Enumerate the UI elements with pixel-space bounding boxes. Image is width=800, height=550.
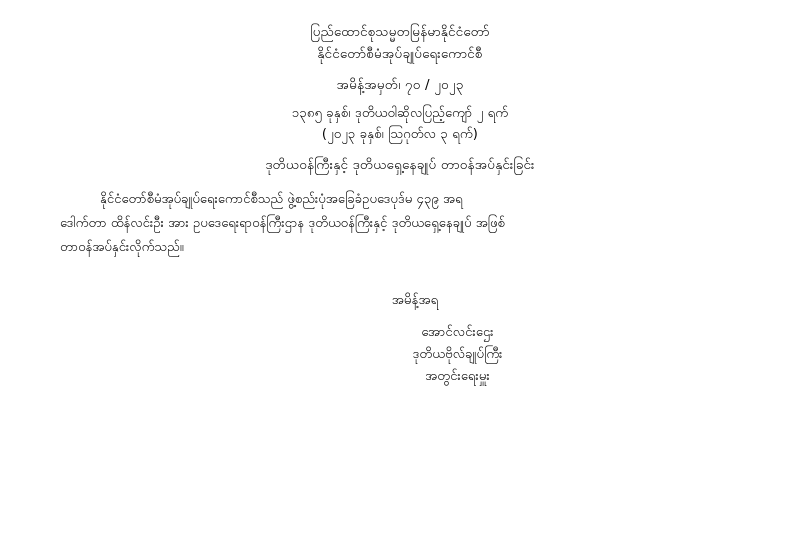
- order-number: အမိန့်အမှတ်၊ ၇၀ / ၂၀၂၃: [336, 77, 464, 93]
- signature-title: ဒုတိယဗိုလ်ချုပ်ကြီး: [412, 347, 503, 362]
- header-line-2: နိုင်ငံတော်စီမံအုပ်ချုပ်ရေးကောင်စီ: [317, 46, 483, 62]
- document-body: [60, 188, 740, 260]
- document-subject: ဒုတိယဝန်ကြီးနှင့် ဒုတိယရှေ့နေချုပ် တာဝန်အပ်နှင်းခြင်း: [265, 157, 535, 173]
- header-line-1: ပြည်ထောင်စုသမ္မတမြန်မာနိုင်ငံတော်: [310, 24, 490, 40]
- body-line: ဒေါက်တာ ထိန်လင်းဦး အား ဥပဒေရေးရာဝန်ကြီးဌာန ဒုတိယဝန်ကြီးနှင့် ဒုတိယရှေ့နေချုပ် အဖြစ်: [60, 216, 505, 231]
- body-line: နိုင်ငံတော်စီမံအုပ်ချုပ်ရေးကောင်စီသည် ဖွဲ့စည်းပုံအခြေခံဥပဒေပုဒ်မ ၄၃၉ အရ: [100, 192, 463, 207]
- signature-by-order: အမိန့်အရ: [391, 293, 439, 308]
- date-gregorian: (၂၀၂၃ ခုနှစ်၊ ဩဂုတ်လ ၃ ရက်): [321, 127, 479, 142]
- signature-department: အတွင်းရေးမှူး: [425, 369, 490, 384]
- signature-block: [60, 290, 740, 388]
- signature-name: အောင်လင်းဌေး: [421, 325, 494, 340]
- date-myanmar: ၁၃၈၅ ခုနှစ်၊ ဒုတိယဝါဆိုလပြည့်ကျော် ၂ ရက်: [291, 106, 509, 121]
- body-line: တာဝန်အပ်နှင်းလိုက်သည်။: [60, 240, 184, 255]
